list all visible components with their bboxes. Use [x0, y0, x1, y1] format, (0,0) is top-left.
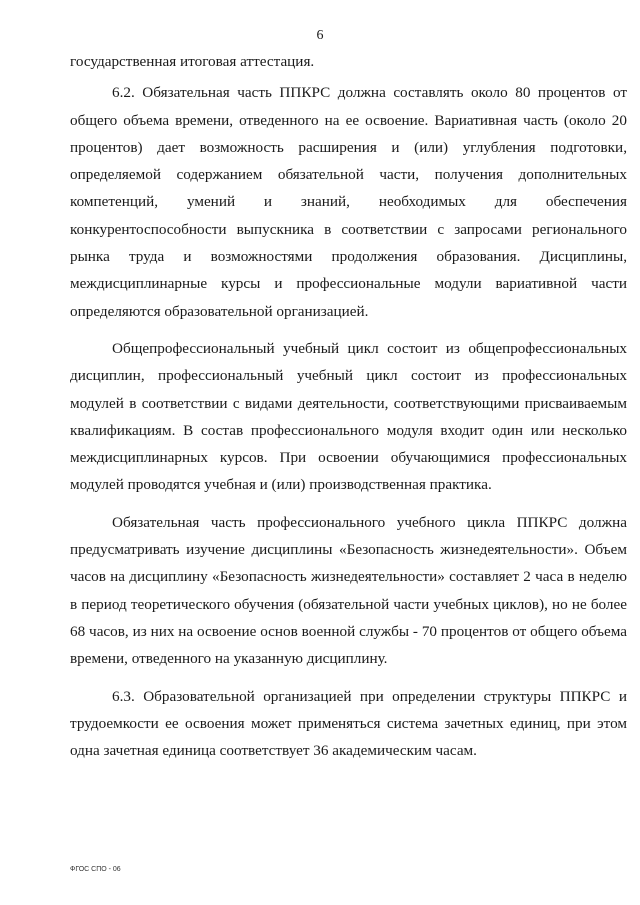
paragraph-life-safety: Обязательная часть профессионального учебного цикла ППКРС должна предусматривать изучение дисциплины «Безопасность жизнедеятельности». Объем часов на дисциплину «Безопасность жизнедеятельности» составляет 2 часа в неделю в период теоретического обучения (обязательной части учебных циклов), но не более 68 часов, из них на освоение основ военной службы - 70 процентов от общего объема времени, отведенного на указанную дисциплину.	[70, 513, 627, 668]
page-number: 6	[316, 28, 324, 43]
paragraph-6-2: 6.2. Обязательная часть ППКРС должна составлять около 80 процентов от общего объема времени, отведенного на ее освоение. Вариативная часть (около 20 процентов) дает возможность расширения и (или) углубления подготовки, определяемой содержанием обязательной части, получения дополнительных компетенций, умений и знаний, необходимых для обеспечения конкурентоспособности выпускника в соответствии с запросами регионального рынка труда и возможностями продолжения образования. Дисциплины, междисциплинарные курсы и профессиональные модули вариативной части определяются образовательной организацией.	[70, 84, 627, 320]
footer-label: ФГОС СПО - 06	[70, 866, 121, 873]
document-body	[70, 48, 627, 774]
paragraph-general-professional-cycle: Общепрофессиональный учебный цикл состоит из общепрофессиональных дисциплин, профессиональный учебный цикл состоит из профессиональных модулей в соответствии с видами деятельности, соответствующими присваиваемым квалификациям. В состав профессионального модуля входит один или несколько междисциплинарных курсов. При освоении обучающимися профессиональных модулей проводятся учебная и (или) производственная практика.	[70, 339, 627, 494]
paragraph-continuation: государственная итоговая аттестация.	[70, 53, 315, 70]
paragraph-6-3: 6.3. Образовательной организацией при определении структуры ППКРС и трудоемкости ее освоения может применяться система зачетных единиц, при этом одна зачетная единица соответствует 36 академическим часам.	[70, 687, 627, 760]
